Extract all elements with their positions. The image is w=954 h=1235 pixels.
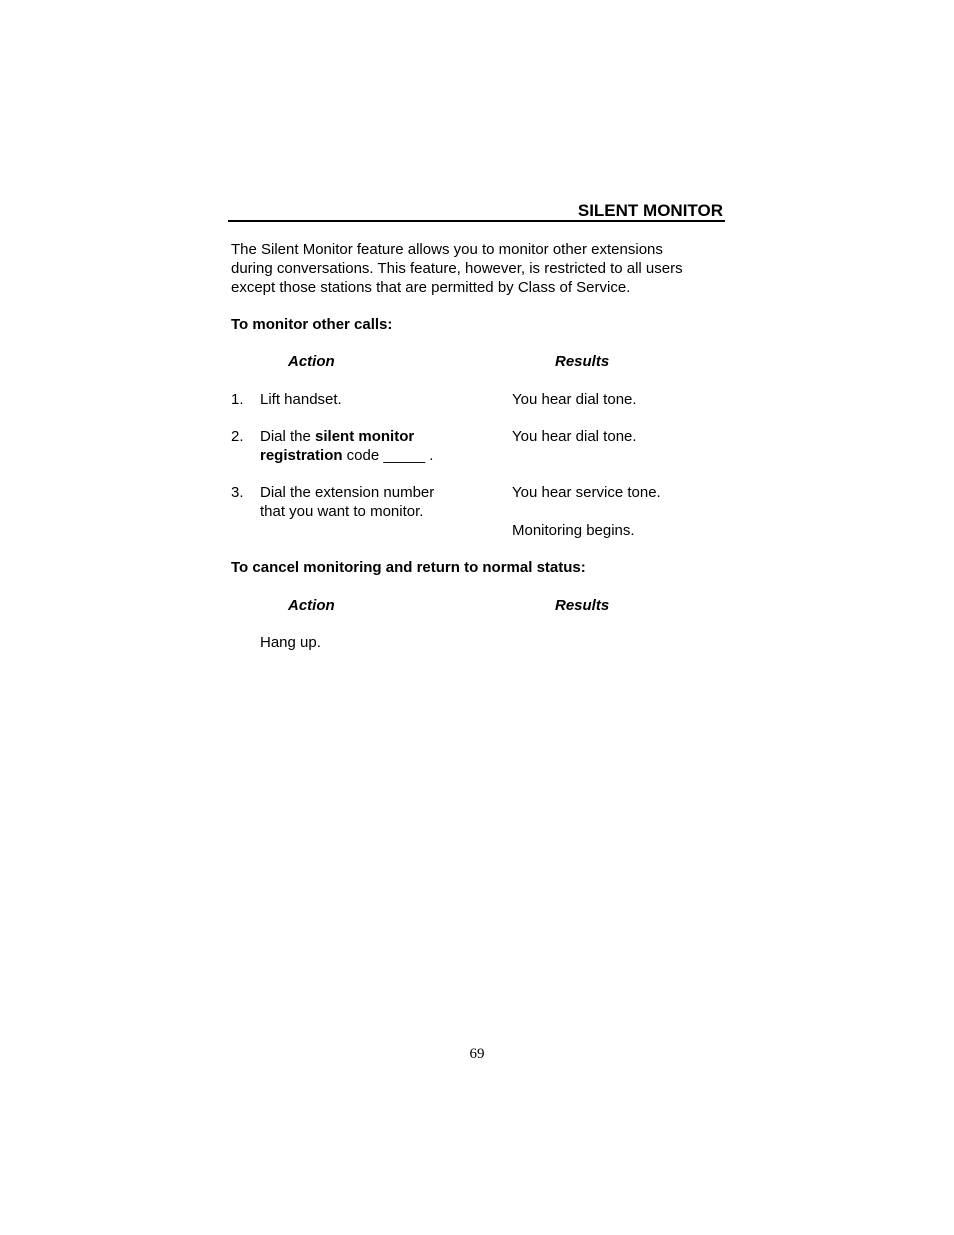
step-1-number: 1. — [231, 391, 244, 408]
step-1-action: Lift handset. — [260, 391, 342, 408]
step-2-number: 2. — [231, 428, 244, 445]
step-2-result: You hear dial tone. — [512, 428, 637, 445]
intro-line-1: The Silent Monitor feature allows you to monitor other extensions — [231, 241, 663, 258]
step-2-action-text: Dial the — [260, 428, 316, 445]
cancel-results-header: Results — [555, 597, 610, 614]
step-2-action-bold-2: registration — [260, 447, 343, 464]
step-2-action-line-1 — [260, 427, 414, 446]
step-1-result: You hear dial tone. — [512, 391, 637, 408]
intro-line-3: except those stations that are permitted by Class of Service. — [231, 279, 631, 296]
step-2-action-tail: code _____ . — [342, 447, 434, 464]
cancel-action: Hang up. — [260, 634, 321, 651]
cancel-action-header: Action — [288, 597, 335, 614]
monitor-heading: To monitor other calls: — [231, 316, 393, 333]
step-3-result-2: Monitoring begins. — [512, 522, 635, 539]
title-rule — [228, 220, 725, 222]
intro-line-2: during conversations. This feature, however, is restricted to all users — [231, 260, 683, 277]
cancel-heading: To cancel monitoring and return to normal status: — [231, 559, 586, 576]
section-title: SILENT MONITOR — [577, 201, 723, 220]
step-3-result-1: You hear service tone. — [512, 484, 661, 501]
step-2-action-bold: silent monitor — [315, 428, 415, 445]
step-3-action-line-1: Dial the extension number — [260, 484, 435, 501]
monitor-results-header: Results — [555, 353, 610, 370]
page-number: 69 — [469, 1046, 485, 1062]
step-3-number: 3. — [231, 484, 244, 501]
step-2-action-line-2 — [260, 446, 433, 465]
step-3-action-line-2: that you want to monitor. — [260, 503, 424, 520]
monitor-action-header: Action — [288, 353, 335, 370]
